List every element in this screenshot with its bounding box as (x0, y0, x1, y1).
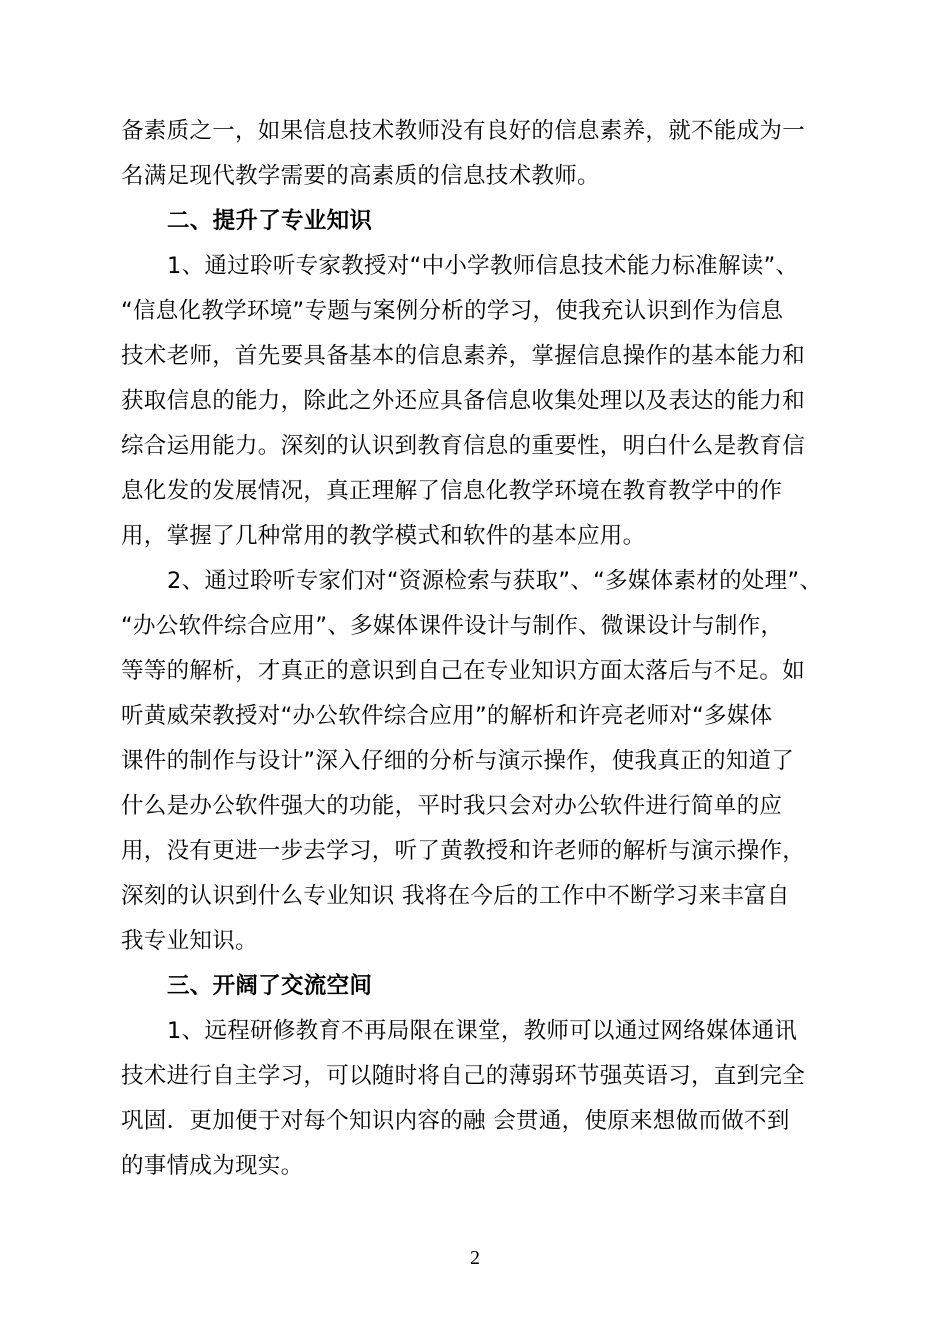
text-line: 我专业知识。 (121, 928, 258, 954)
text-line: 1、通过聆听专家教授对“中小学教师信息技术能力标准解读”、 (167, 253, 799, 279)
text-line: 技术进行自主学习，可以随时将自己的薄弱环节强英语习，直到完全 (121, 1063, 806, 1089)
text-line: 巩固．更加便于对每个知识内容的融 会贯通，使原来想做而做不到 (121, 1108, 790, 1134)
text-line: 课件的制作与设计”深入仔细的分析与演示操作，使我真正的知道了 (121, 748, 795, 774)
text-line: 备素质之一，如果信息技术教师没有良好的信息素养，就不能成为一 (121, 118, 806, 144)
text-line: 用，没有更进一步去学习，听了黄教授和许老师的解析与演示操作， (121, 838, 806, 864)
text-line: 等等的解析，才真正的意识到自己在专业知识方面太落后与不足。如 (121, 658, 806, 684)
text-line: 2、通过聆听专家们对“资源检索与获取”、“多媒体素材的处理”、 (167, 568, 823, 594)
text-line: 什么是办公软件强大的功能，平时我只会对办公软件进行简单的应 (121, 793, 783, 819)
text-line: 技术老师，首先要具备基本的信息素养，掌握信息操作的基本能力和 (121, 343, 806, 369)
text-line: 的事情成为现实。 (121, 1153, 304, 1179)
text-line: 听黄威荣教授对“办公软件综合应用”的解析和许亮老师对“多媒体 (121, 703, 773, 729)
text-line: 获取信息的能力，除此之外还应具备信息收集处理以及表达的能力和 (121, 388, 806, 414)
text-line: 深刻的认识到什么专业知识 我将在今后的工作中不断学习来丰富自 (121, 883, 790, 909)
section-heading: 二、提升了专业知识 (167, 208, 373, 234)
text-line: “办公软件综合应用”、多媒体课件设计与制作、微课设计与制作， (121, 613, 784, 639)
page-number: 2 (470, 1247, 480, 1269)
text-line: 综合运用能力。深刻的认识到教育信息的重要性，明白什么是教育信 (121, 433, 806, 459)
text-line: 名满足现代教学需要的高素质的信息技术教师。 (121, 163, 600, 189)
text-line: 用，掌握了几种常用的教学模式和软件的基本应用。 (121, 523, 646, 549)
text-line: “信息化教学环境”专题与案例分析的学习，使我充认识到作为信息 (121, 298, 784, 324)
text-line: 1、远程研修教育不再局限在课堂，教师可以通过网络媒体通讯 (167, 1018, 798, 1044)
section-heading: 三、开阔了交流空间 (167, 973, 373, 999)
body-text (121, 109, 841, 1189)
text-line: 息化发的发展情况，真正理解了信息化教学环境在教育教学中的作 (121, 478, 783, 504)
